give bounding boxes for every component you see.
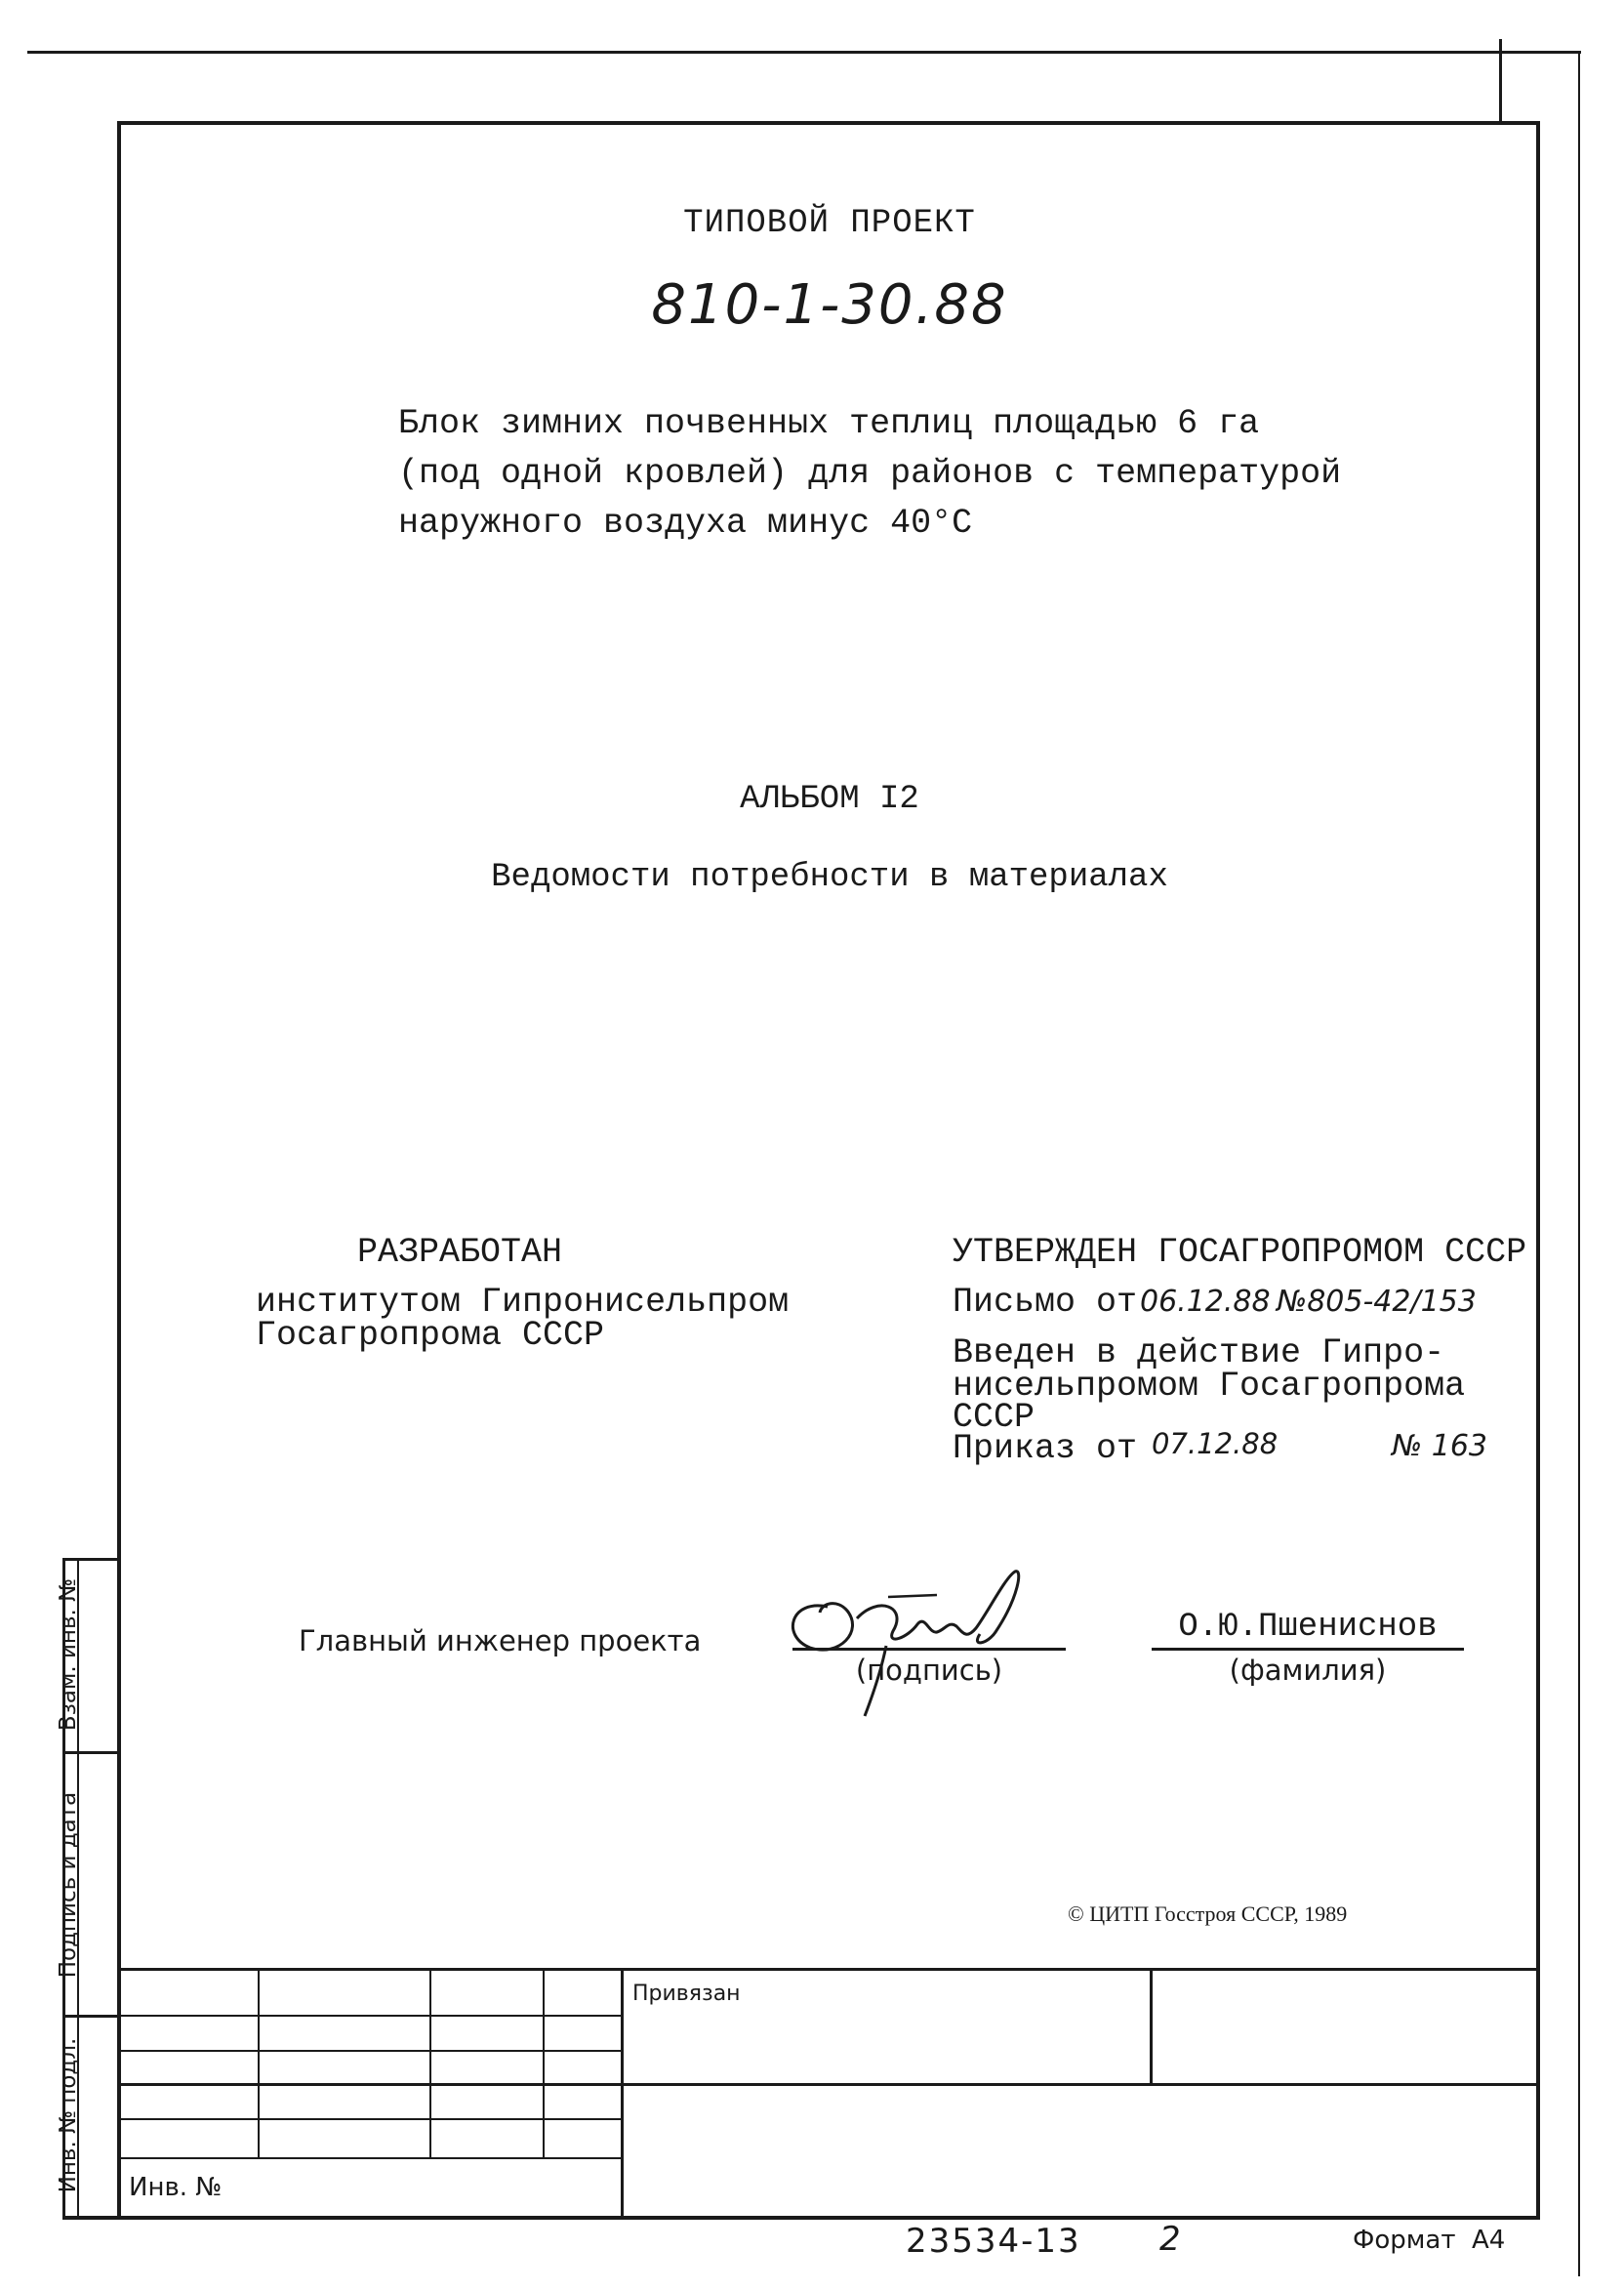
name-caption: (фамилия)	[1229, 1654, 1387, 1687]
side-label-replace-inv: Взам. инв. №	[56, 1577, 81, 1732]
name-underline	[1152, 1648, 1464, 1651]
album-label: АЛЬБОМ I2	[740, 781, 919, 818]
album-subtitle: Ведомости потребности в материалах	[491, 859, 1168, 896]
stamp-row-1	[117, 2015, 623, 2017]
copyright: © ЦИТП Госстроя СССР, 1989	[1068, 1902, 1348, 1926]
signature-caption: (подпись)	[855, 1654, 1003, 1687]
signature-underline	[792, 1648, 1066, 1651]
footer-page-number: 2	[1159, 2220, 1181, 2259]
stamp-col-1	[258, 1968, 260, 2159]
approved-intro-line-3: СССР	[953, 1398, 1035, 1437]
right-edge-line	[1578, 51, 1580, 2276]
frame-bottom	[62, 2216, 1540, 2220]
stamp-row-5	[117, 2157, 623, 2159]
approved-letter-prefix: Письмо от	[953, 1283, 1138, 1322]
developed-line-1: институтом Гипронисельпром	[256, 1283, 790, 1322]
stamp-row-2	[117, 2050, 623, 2052]
approved-heading: УТВЕРЖДЕН ГОСАГРОПРОМОМ СССР	[953, 1233, 1527, 1272]
top-right-vertical	[1499, 39, 1502, 123]
frame-left	[117, 121, 121, 2220]
side-label-inv-orig: Инв. № подл.	[56, 2037, 81, 2193]
frame-right	[1536, 121, 1540, 2220]
approved-order-date: 07.12.88	[1152, 1427, 1279, 1460]
approved-intro-line-1: Введен в действие Гипро-	[953, 1333, 1445, 1372]
developed-line-2: Госагропрома СССР	[256, 1316, 605, 1355]
stamp-col-2	[429, 1968, 431, 2159]
project-number: 810-1-30.88	[651, 273, 1008, 337]
footer-format: Формат А4	[1353, 2226, 1506, 2255]
signature-role: Главный инженер проекта	[299, 1624, 702, 1657]
approved-letter-date: 06.12.88	[1140, 1285, 1271, 1319]
title-line-3: наружного воздуха минус 40°C	[398, 504, 973, 543]
stamp-row-4	[117, 2118, 623, 2120]
stamp-top	[117, 1968, 1540, 1971]
footer-doc-code: 23534-13	[906, 2222, 1081, 2261]
title-line-2: (под одной кровлей) для районов с температурой	[398, 454, 1342, 493]
handwritten-signature	[771, 1538, 1064, 1724]
stamp-col-4	[621, 1968, 624, 2218]
stamp-col-5	[1150, 1968, 1153, 2085]
stamp-col-3	[543, 1968, 545, 2159]
developed-heading: РАЗРАБОТАН	[357, 1233, 563, 1272]
approved-letter-number: №805-42/153	[1277, 1285, 1477, 1319]
stamp-inv-label: Инв. №	[129, 2173, 223, 2202]
frame-top	[117, 121, 1540, 125]
title-line-1: Блок зимних почвенных теплиц площадью 6 га	[398, 404, 1260, 443]
side-label-sign-date: Подпись и дата	[56, 1791, 81, 1979]
stamp-bound-label: Привязан	[632, 1982, 741, 2006]
project-type-label: ТИПОВОЙ ПРОЕКТ	[683, 205, 976, 242]
stamp-row-3	[117, 2083, 1540, 2086]
top-border-line	[27, 51, 1581, 54]
signature-name: О.Ю.Пшениснов	[1178, 1609, 1438, 1646]
approved-order-number: № 163	[1392, 1429, 1487, 1463]
approved-intro-line-2: нисельпромом Госагропрома	[953, 1367, 1466, 1406]
approved-order-prefix: Приказ от	[953, 1429, 1138, 1468]
